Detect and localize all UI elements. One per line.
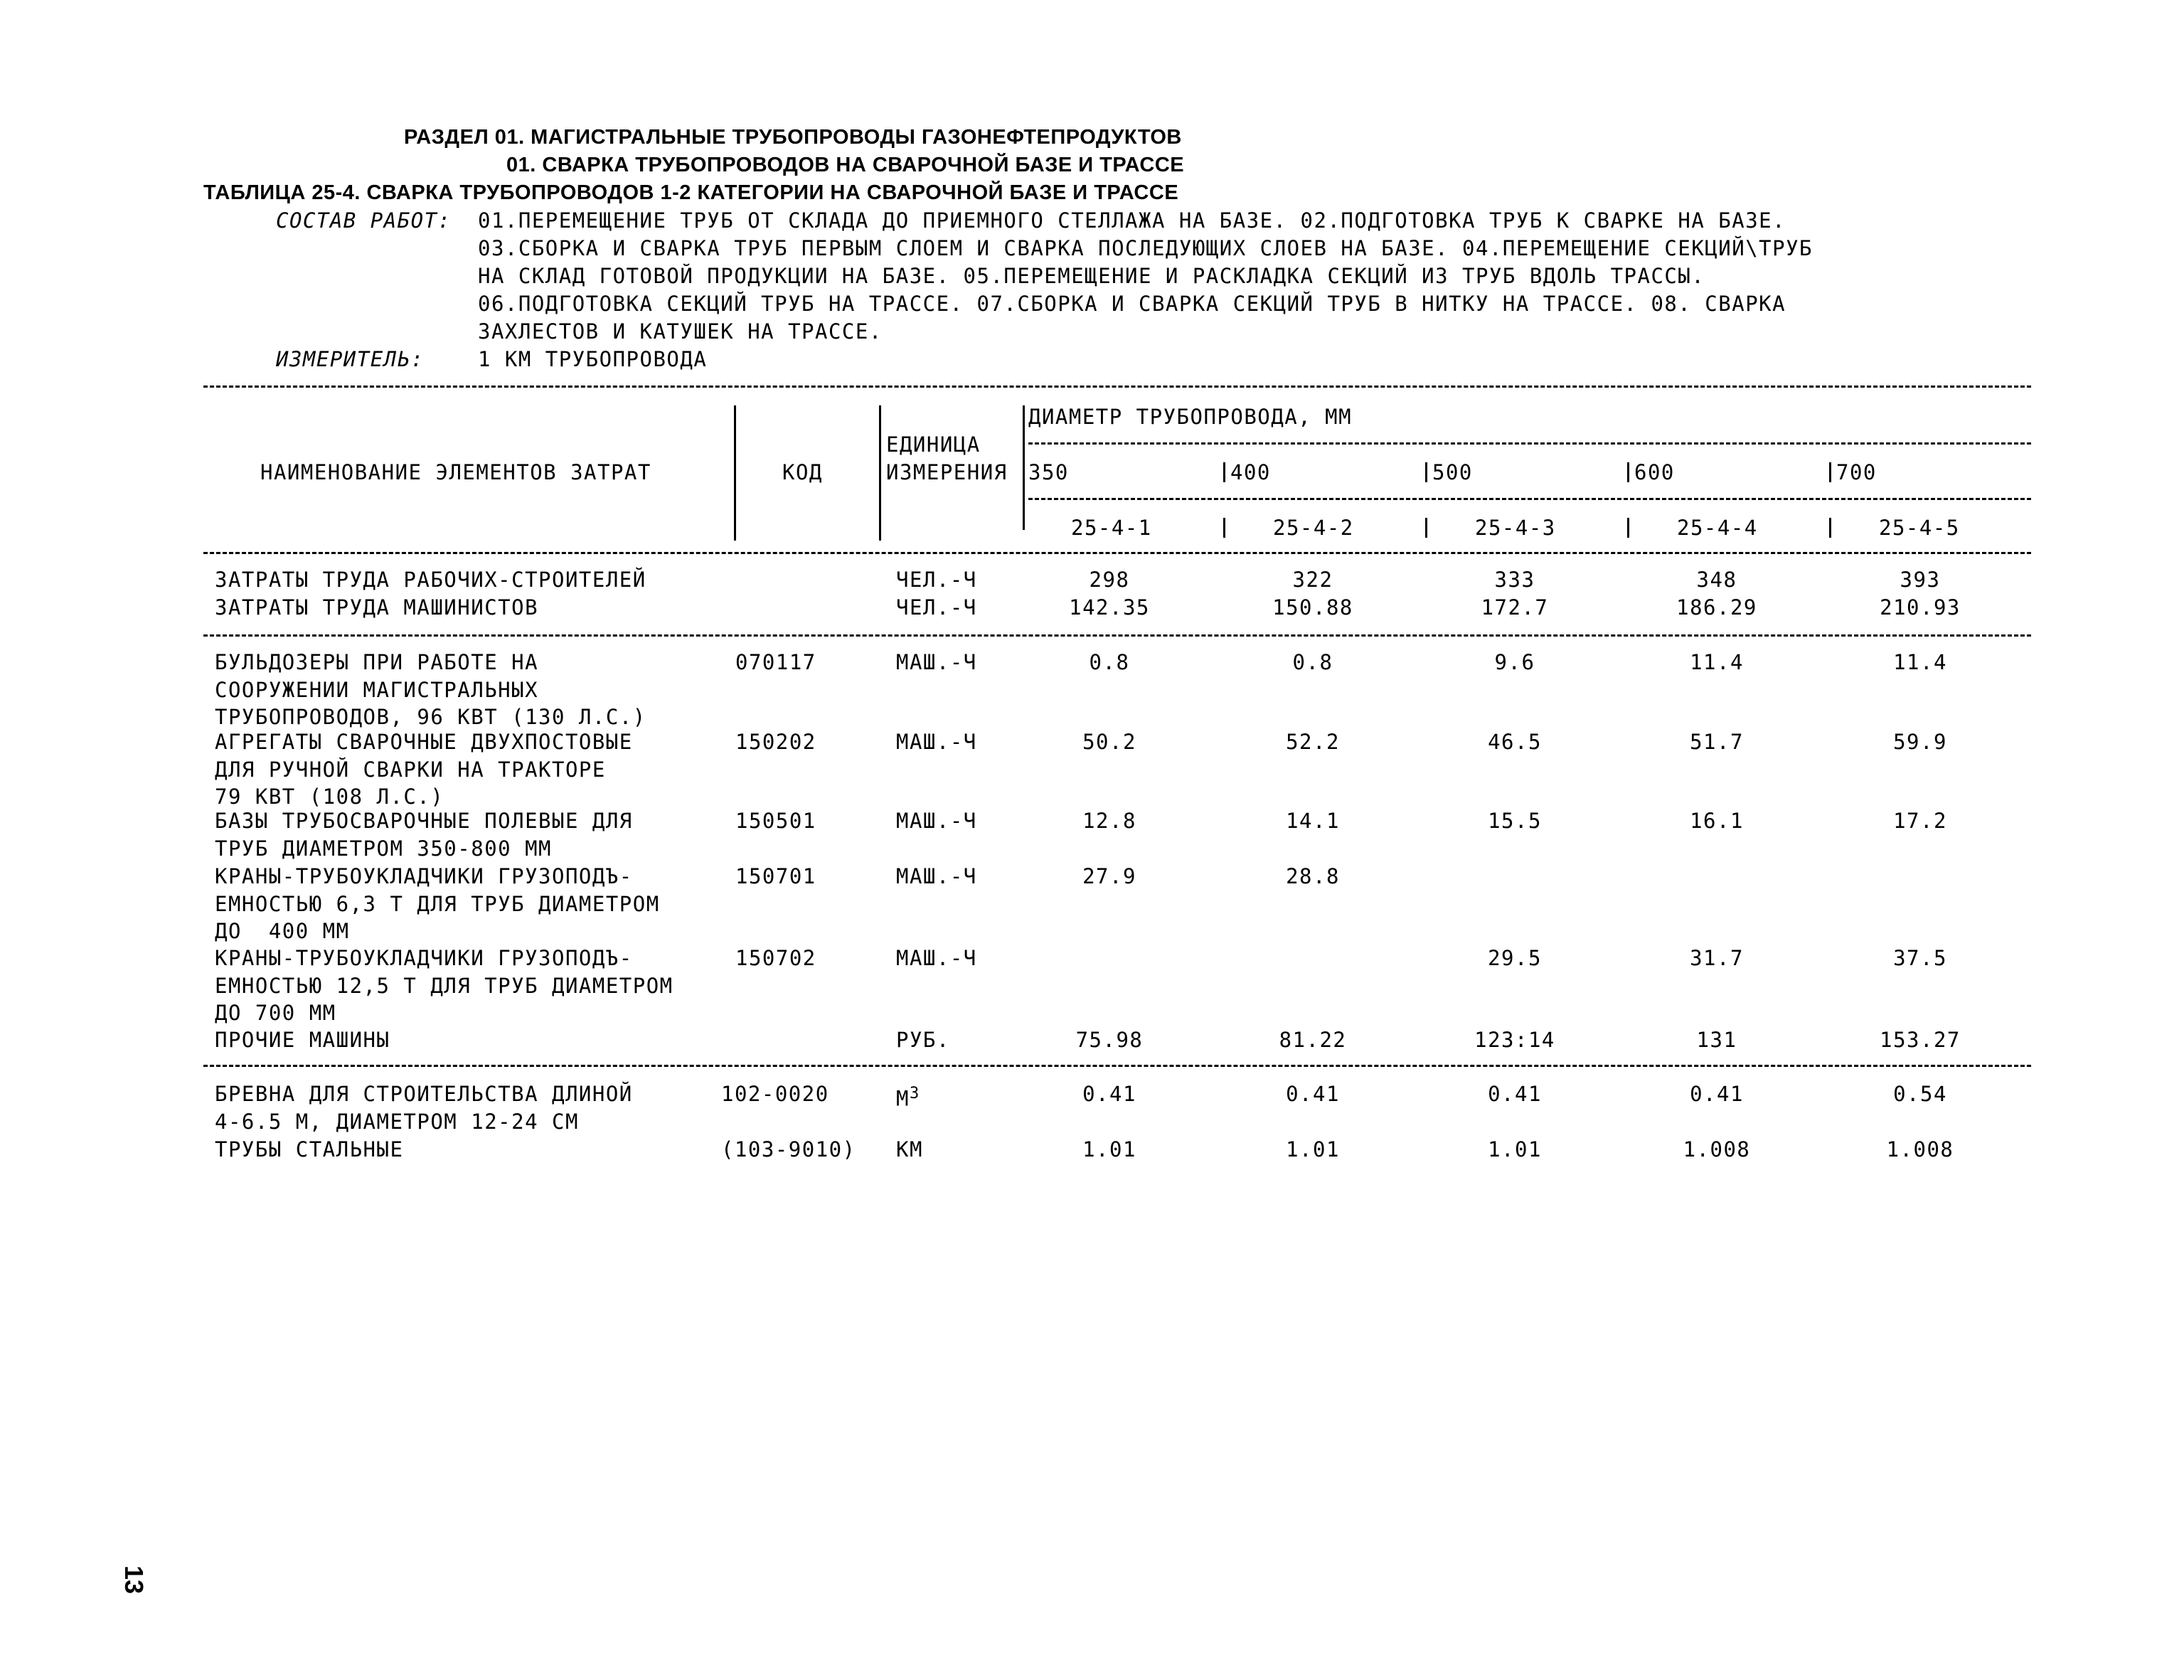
work-line: 01.ПЕРЕМЕЩЕНИЕ ТРУБ ОТ СКЛАДА ДО ПРИЕМНОГО СТЕЛЛАЖА НА БАЗЕ. 02.ПОДГОТОВКА ТРУБ К СВАРКЕ НА БАЗЕ.	[478, 208, 1786, 233]
col-sep-1	[734, 405, 736, 541]
head-code-4: 25-4-4	[1677, 516, 1758, 540]
head-diam-5: 700	[1836, 460, 1877, 484]
diam-sep-5	[1829, 462, 1831, 482]
code-sep-3	[1425, 518, 1427, 538]
cost-item-name: КРАНЫ-ТРУБОУКЛАДЧИКИ ГРУЗОПОДЪ-	[215, 946, 633, 970]
head-diameter: ДИАМЕТР ТРУБОПРОВОДА, ММ	[1028, 405, 1353, 429]
cost-value: 46.5	[1488, 730, 1542, 754]
cost-item-name: КРАНЫ-ТРУБОУКЛАДЧИКИ ГРУЗОПОДЪ-	[215, 864, 633, 888]
cost-value: 37.5	[1893, 946, 1947, 970]
cost-item-name: АГРЕГАТЫ СВАРОЧНЫЕ ДВУХПОСТОВЫЕ	[215, 730, 633, 754]
head-diam-3: 500	[1432, 460, 1473, 484]
cost-item-unit: РУБ.	[896, 1028, 950, 1052]
head-code-2: 25-4-2	[1273, 516, 1354, 540]
cost-item-name: БАЗЫ ТРУБОСВАРОЧНЫЕ ПОЛЕВЫЕ ДЛЯ	[215, 809, 633, 833]
cost-item-code: 150202	[735, 730, 816, 754]
cost-item-name: БУЛЬДОЗЕРЫ ПРИ РАБОТЕ НА	[215, 650, 539, 674]
subsection-title: 01. СВАРКА ТРУБОПРОВОДОВ НА СВАРОЧНОЙ БАЗЕ И ТРАССЕ	[506, 154, 1185, 176]
head-code-3: 25-4-3	[1475, 516, 1556, 540]
cost-item-name: СООРУЖЕНИИ МАГИСТРАЛЬНЫХ	[215, 677, 539, 702]
cost-value: 51.7	[1690, 730, 1744, 754]
cost-value: 333	[1494, 568, 1535, 592]
cost-item-code: 070117	[735, 650, 816, 674]
cost-value: 29.5	[1488, 946, 1542, 970]
cost-item-name: ДО 400 ММ	[215, 919, 350, 943]
cost-value: 75.98	[1075, 1028, 1144, 1052]
section-title: РАЗДЕЛ 01. МАГИСТРАЛЬНЫЕ ТРУБОПРОВОДЫ ГАЗОНЕФТЕПРОДУКТОВ	[404, 126, 1182, 149]
cost-value: 59.9	[1893, 730, 1947, 754]
head-unit-1: ЕДИНИЦА	[886, 432, 981, 457]
cost-value: 0.41	[1082, 1082, 1136, 1106]
cost-item-unit: КМ	[896, 1137, 923, 1161]
cost-value: 153.27	[1880, 1028, 1961, 1052]
cost-item-unit: МАШ.-Ч	[896, 650, 977, 674]
cost-value: 1.008	[1886, 1137, 1954, 1161]
cost-value: 150.88	[1272, 595, 1353, 620]
cost-item-name: ЗАТРАТЫ ТРУДА МАШИНИСТОВ	[215, 595, 539, 620]
diam-sep-2	[1223, 462, 1225, 482]
cost-item-name: ДО 700 ММ	[215, 1001, 336, 1025]
cost-value: 322	[1292, 568, 1333, 592]
rule-head-bottom	[203, 552, 2031, 554]
cost-item-code: 150701	[735, 864, 816, 888]
cost-item-unit: МАШ.-Ч	[896, 730, 977, 754]
cost-item-code: 150501	[735, 809, 816, 833]
head-code-1: 25-4-1	[1071, 516, 1152, 540]
col-sep-2	[879, 405, 881, 541]
cost-value: 16.1	[1690, 809, 1744, 833]
cost-value: 27.9	[1082, 864, 1136, 888]
cost-value: 28.8	[1286, 864, 1340, 888]
cost-value: 393	[1900, 568, 1941, 592]
diam-sep-4	[1627, 462, 1629, 482]
cost-value: 1.01	[1286, 1137, 1340, 1161]
cost-value: 210.93	[1880, 595, 1961, 620]
cost-value: 0.41	[1690, 1082, 1744, 1106]
work-label: СОСТАВ РАБОТ:	[276, 208, 452, 233]
cost-value: 11.4	[1690, 650, 1744, 674]
cost-value: 1.008	[1683, 1137, 1751, 1161]
cost-item-name: ТРУБОПРОВОДОВ, 96 КВТ (130 Л.С.)	[215, 705, 646, 729]
head-diam-2: 400	[1230, 460, 1271, 484]
table-title: ТАБЛИЦА 25-4. СВАРКА ТРУБОПРОВОДОВ 1-2 КАТЕГОРИИ НА СВАРОЧНОЙ БАЗЕ И ТРАССЕ	[203, 181, 1179, 204]
cost-value: 31.7	[1690, 946, 1744, 970]
meter-label: ИЗМЕРИТЕЛЬ:	[276, 347, 425, 371]
unit-superscript: 3	[909, 1085, 920, 1102]
cost-value: 142.35	[1069, 595, 1150, 620]
work-line: 06.ПОДГОТОВКА СЕКЦИЙ ТРУБ НА ТРАССЕ. 07.СБОРКА И СВАРКА СЕКЦИЙ ТРУБ В НИТКУ НА ТРАССЕ. 08. СВАРКА	[478, 292, 1786, 316]
cost-value: 11.4	[1893, 650, 1947, 674]
code-sep-4	[1627, 518, 1629, 538]
head-unit-2: ИЗМЕРЕНИЯ	[886, 460, 1008, 484]
head-diam-1: 350	[1028, 460, 1069, 484]
cost-item-name: ТРУБ ДИАМЕТРОМ 350-800 ММ	[215, 836, 552, 861]
cost-value: 12.8	[1082, 809, 1136, 833]
cost-item-code: 150702	[735, 946, 816, 970]
cost-value: 0.54	[1893, 1082, 1947, 1106]
rule-machines	[203, 1065, 2031, 1067]
cost-value: 9.6	[1494, 650, 1535, 674]
diam-sep-3	[1425, 462, 1427, 482]
cost-value: 298	[1089, 568, 1130, 592]
cost-value: 17.2	[1893, 809, 1947, 833]
head-code: КОД	[782, 460, 823, 484]
cost-item-code: 102-0020	[721, 1082, 829, 1106]
head-diam-4: 600	[1634, 460, 1675, 484]
cost-value: 0.41	[1488, 1082, 1542, 1106]
cost-item-unit: ЧЕЛ.-Ч	[896, 568, 977, 592]
cost-item-name: ЕМНОСТЬЮ 12,5 Т ДЛЯ ТРУБ ДИАМЕТРОМ	[215, 973, 673, 998]
code-sep-5	[1829, 518, 1831, 538]
cost-value: 81.22	[1279, 1028, 1347, 1052]
cost-item-unit: МАШ.-Ч	[896, 809, 977, 833]
work-line: ЗАХЛЕСТОВ И КАТУШЕК НА ТРАССЕ.	[478, 319, 883, 344]
rule-top	[203, 386, 2031, 388]
cost-item-name: ЗАТРАТЫ ТРУДА РАБОЧИХ-СТРОИТЕЛЕЙ	[215, 568, 646, 592]
page-number: 13	[119, 1565, 149, 1595]
rule-labor	[203, 634, 2031, 637]
cost-value: 0.8	[1292, 650, 1333, 674]
cost-value: 172.7	[1481, 595, 1549, 620]
cost-item-name: ЕМНОСТЬЮ 6,3 Т ДЛЯ ТРУБ ДИАМЕТРОМ	[215, 891, 660, 916]
work-line: 03.СБОРКА И СВАРКА ТРУБ ПЕРВЫМ СЛОЕМ И СВАРКА ПОСЛЕДУЮЩИХ СЛОЕВ НА БАЗЕ. 04.ПЕРЕМЕЩЕНИЕ СЕКЦИЙ\ТРУБ	[478, 236, 1813, 260]
rule-head-1	[1028, 442, 2031, 445]
work-line: НА СКЛАД ГОТОВОЙ ПРОДУКЦИИ НА БАЗЕ. 05.ПЕРЕМЕЩЕНИЕ И РАСКЛАДКА СЕКЦИЙ ИЗ ТРУБ ВДОЛЬ ТРАССЫ.	[478, 264, 1705, 288]
cost-item-name: 79 КВТ (108 Л.С.)	[215, 785, 444, 809]
cost-value: 0.8	[1089, 650, 1130, 674]
cost-item-name: 4-6.5 М, ДИАМЕТРОМ 12-24 СМ	[215, 1109, 579, 1134]
cost-item-unit: ЧЕЛ.-Ч	[896, 595, 977, 620]
cost-item-name: ТРУБЫ СТАЛЬНЫЕ	[215, 1137, 404, 1161]
cost-value: 1.01	[1082, 1137, 1136, 1161]
cost-value: 348	[1696, 568, 1737, 592]
cost-value: 131	[1696, 1028, 1737, 1052]
cost-value: 1.01	[1488, 1137, 1542, 1161]
head-code-5: 25-4-5	[1879, 516, 1960, 540]
cost-value: 15.5	[1488, 809, 1542, 833]
cost-value: 50.2	[1082, 730, 1136, 754]
cost-item-code: (103-9010)	[721, 1137, 856, 1161]
cost-item-unit: МАШ.-Ч	[896, 946, 977, 970]
cost-value: 52.2	[1286, 730, 1340, 754]
cost-item-name: БРЕВНА ДЛЯ СТРОИТЕЛЬСТВА ДЛИНОЙ	[215, 1082, 633, 1106]
col-sep-3	[1023, 405, 1025, 530]
head-name: НАИМЕНОВАНИЕ ЭЛЕМЕНТОВ ЗАТРАТ	[260, 460, 651, 484]
code-sep-2	[1223, 518, 1225, 538]
cost-value: 14.1	[1286, 809, 1340, 833]
meter-value: 1 КМ ТРУБОПРОВОДА	[478, 347, 708, 371]
cost-item-name: ПРОЧИЕ МАШИНЫ	[215, 1028, 390, 1052]
cost-value: 123:14	[1474, 1028, 1555, 1052]
cost-value: 186.29	[1676, 595, 1757, 620]
rule-head-2	[1028, 498, 2031, 500]
cost-item-unit: МАШ.-Ч	[896, 864, 977, 888]
cost-item-name: ДЛЯ РУЧНОЙ СВАРКИ НА ТРАКТОРЕ	[215, 757, 606, 782]
cost-item-unit: $М^3$	[896, 1085, 920, 1111]
cost-value: 0.41	[1286, 1082, 1340, 1106]
